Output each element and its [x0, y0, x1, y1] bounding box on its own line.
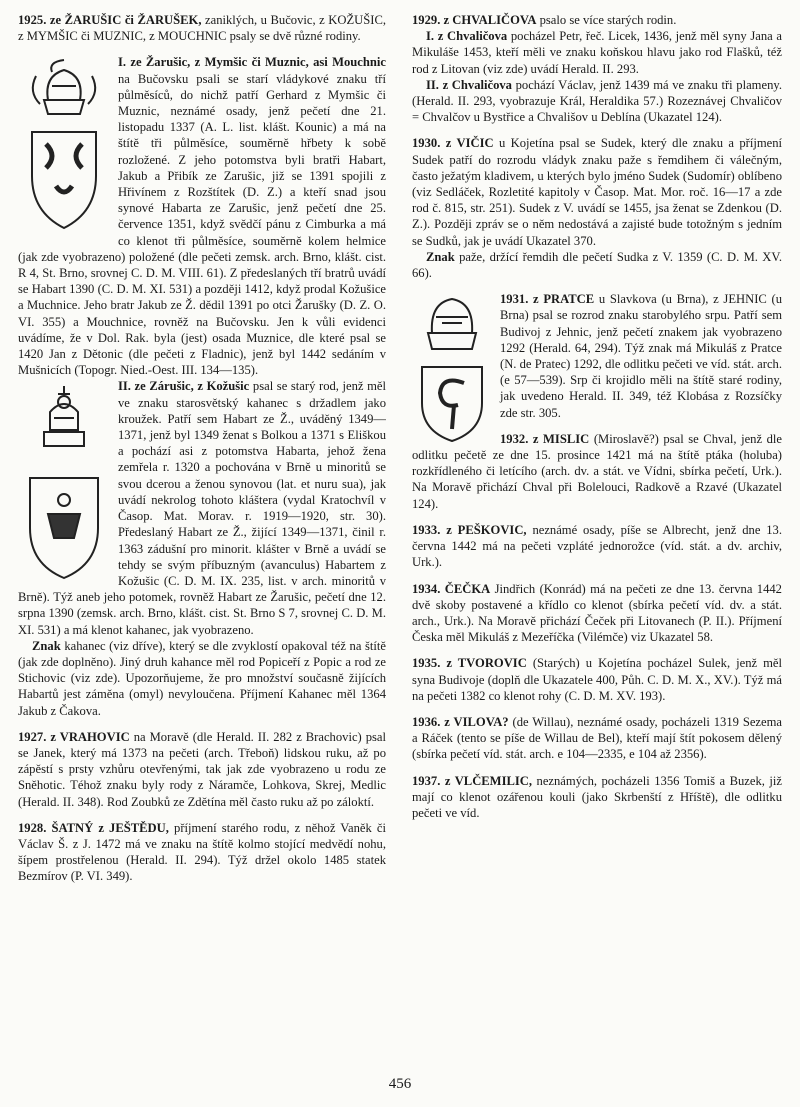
subentry-heading: Znak — [32, 638, 61, 653]
entry-heading: z PEŠKOVIC, — [446, 522, 527, 537]
entry-text: neznámé osady, píše se Albrecht, jenž dne 13. června 1442 má na pečeti vzpláté jednorožce (víd. stát. a dv. archiv, Urk.). — [412, 522, 782, 570]
entry-heading: z TVOROVIC — [446, 656, 527, 671]
entry-1935 — [412, 655, 782, 704]
entry-text: příjmení starého rodu, z něhož Vaněk či Václav Š. z J. 1472 má ve znaku na štítě kolmo stojící medvědí nohu, šípem prostřelenou (Herald. II. 294). Týž držel okolo 1485 statek Bezmírov (P. VI. 349). — [18, 820, 386, 884]
entry-number: 1933. — [412, 522, 441, 537]
entry-text: pocházel Petr, řeč. Licek, 1436, jenž měl syny Jana a Mikuláše 1453, kteří měli ve znaku koňskou hlavu jako rod Flašků, též rod z Litovan (viz zde) uvádí Herald. II. 293. — [412, 29, 782, 76]
entry-number: 1928. — [18, 820, 47, 835]
entry-1925-part-2 — [18, 378, 386, 718]
subentry-heading: II. z Chvaličova — [426, 77, 512, 92]
entry-heading: z VILOVA? — [444, 714, 509, 729]
entry-1936 — [412, 714, 782, 763]
entry-1933 — [412, 522, 782, 571]
entry-heading: z CHVALIČOVA — [443, 13, 537, 27]
page-number: 456 — [388, 1076, 412, 1092]
right-column — [412, 12, 782, 1072]
entry-text: na Bučovsku psali se starí vládykové znaku tří půlměsíců, do nichž patří Gerhard z Mymšic či Muznic, neznámé osady, jenž pečetí dne 21. listopadu 1337 (A. L. list. klášt. Kounic) a má na štítě tři půlměsíce, souměrně hřbety k sobě rozložené. Z jeho potomstva byli bratři Habart, Jakub a Přibík ze Zarušic, již se 1391 spojili z Hřivínem z Rozštítek (D. Z.) a kteří snad jsou synové Habarta ze Zarušic, jenž pečetí dne 25. července 1351, když svědčí pánu z Cimburka a má co klenot tři půlměsíce, souměrně kolem helmice (jak zde vyobrazeno) položené (dle pečeti zemsk. arch. Brno, klášt. cist. R 4, St. Brno, srovnej C. D. M. VIII. 61). Z předeslaných tří bratrů uvádí se Habart 1390 (C. D. M. XI. 531) a později 1412, když prodal Kožušice a Muchnice. Jeho bratr Jakub ze Ž. dědil 1391 po otci Žarušky (D. Z. O. VI. 355) a Mouchnice, rovněž na Bučovsku. Jen k vůli evidenci uvádíme, že v Dol. Rak. byla (jest) osada Muznice, dle které psal se 1420 Jan z Dětonic (dle pečeti z Fladnic), jenž byl 1442 sedáním v Mušnicích (Topogr. Nied.-Oest. III. 134—135). — [18, 71, 386, 378]
entry-text: neznámých, pocházeli 1356 Tomiš a Buzek, již mají co klenot ozářenou kouli (jako Skrbenští z Hříště), dle odlitku pečeti ve víd. — [412, 773, 782, 820]
entry-number: 1931. — [500, 292, 529, 307]
entry-1928 — [18, 820, 386, 885]
entry-1927 — [18, 729, 386, 810]
entry-1929 — [412, 12, 782, 125]
entry-number: 1932. — [500, 431, 529, 446]
entry-text: u Kojetína psal se Sudek, který dle znaku a příjmení Sudek patří do rozrodu vládyk znaku paže s řemdihem či válečným, často ježatým kladivem, u kterých bylo jméno Sudek (Sudomír) oblíbeno (viz Sedláček, Rozletité kapitoly v Časop. Mat. Mor. roč. 16—17 a zde rod č. 815, str. 251). Sudek z V. uvádí se 1455, jsa ženat se Zdenkou (D. Z.). Později zpráv se o něm nedostává a zajisté bude totožným s jedním se Sudků, jak je uvádí Ukazatel 370. — [412, 136, 782, 248]
entry-heading: ČEČKA — [444, 581, 491, 596]
coat-of-arms-crescents-illustration — [18, 56, 110, 232]
entry-number: 1934. — [412, 581, 441, 596]
subentry-heading: Znak — [426, 249, 455, 264]
entry-text: pochází Václav, jenž 1439 má ve znaku tři plameny. (Herald. II. 293, vyobrazuje Král, Heraldika 57.) Rozeznávej Chvaličov = Chvalčov u Bystřice a Chvališov u Deblína (Ukazatel 124). — [412, 77, 782, 125]
entry-1937 — [412, 773, 782, 822]
entry-number: 1936. — [412, 714, 441, 729]
coat-of-arms-sickle-illustration — [412, 293, 492, 443]
entry-number: 1935. — [412, 656, 441, 671]
entry-text: u Slavkova (u Brna), z JEHNIC (u Brna) psal se rozrod znaku starobylého srpu. Patří sem Budivoj z Jehnic, jenž pečetí znakem jak vyobrazeno 1292 (Herald. 64, 294). Týž znak má Mikuláš z Pratce (N. de Pratec) 1292, dle odlitku pečeti ve víd. stát. arch. (e 57—539). Srp či krojidlo měli na štítě staré rodiny, jak uvedeno Herald. II. 349, též Klobása z Rozsíčky zde str. 305. — [500, 292, 782, 420]
entry-text: na Moravě (dle Herald. II. 282 z Brachovic) psal se Janek, který má 1373 na pečeti (arch. Třeboň) lidskou ruku, až po zápěstí s prsty vzhůru otevřenými, tak jak zde vyobrazeno u rodu ze Sněhotic. Téhož znaku byly rody z Náramče, Lohkova, Skrej, Medlic (Herald. II. 348). Rod Zoubků ze Zdětína měl často ruku až po záloktí. — [18, 729, 386, 809]
subentry-heading: II. ze Zárušic, z Kožušic — [118, 379, 250, 394]
entry-text: paže, držící řemdih dle pečetí Sudka z V. 1359 (C. D. M. XV. 66). — [412, 249, 782, 281]
entry-heading: z MISLIC — [532, 431, 590, 446]
entry-text: (Miroslavě?) psal se Chval, jenž dle odlitku pečetě ze dne 15. prosince 1421 má na štítě ptáka (holuba) rozkřídleného či letícího (arch. dv. a stát. ve Vídni, sbírka pečetí, Urk.). Na Moravě přichází Chval při Bolelouci, Radkově a Rzavé (Ukazatel 124). — [412, 431, 782, 511]
entry-text: psalo se více starých rodin. — [539, 13, 677, 27]
subentry-heading: I. z Chvaličova — [426, 29, 508, 44]
entry-text: psal se starý rod, jenž měl ve znaku starosvětský kahanec s držadlem jako kroužek. Patří sem Habart ze Ž., uváděný 1349—1371, jenž byl 1349 ženat s Bolkou a 1371 s Eliškou a pochází asi z potomstva Habarta, jehož žena zemřela r. 1320 a pochována v Brně u minoritů se svou dcerou a ženou synovou (lat. et nuru sua), jak uvádí nekrolog tohoto kláštera (vydal Kratochvíl v Časop. Mat. Morav. r. 1919—1920, str. 30). Předeslaný Habart ze Ž., žijící 1349—1371, činil r. 1363 zádušní pro minorit. klášter v Brně a uvádí se tehdy se svým příbuzným (avanculus) Habartem z Kožušic (C. D. M. IX. 235, list. v arch. minoritů v Brně). Týž aneb jeho potomek, rovněž Habart ze Žarušic, pečetí dne 12. srpna 1390 (zemsk. arch. Brno, klášt. cist. St. Brno S 7, srovnej C. D. M. XI. 531) a má klenot kahanec, jak vyobrazeno. — [18, 379, 386, 637]
left-column — [18, 12, 386, 1072]
entry-number: 1927. — [18, 729, 47, 744]
entry-heading: z VIČIC — [445, 136, 494, 151]
entry-text: zaniklých, u Bučovic, z KOŽUŠIC, z MYMŠIC či MUZNIC, z MOUCHNIC psaly se dvě různé rodiny. — [18, 13, 386, 44]
entry-text: Jindřich (Konrád) má na pečeti ze dne 13. června 1442 dvě skoby postavené a křídlo co klenot (sbírka pečetí víd. dv. a stát. arch., Urk.). Na Moravě přichází Čeček při Litovanech (P. II.). Příjmení Česka měl Mikuláš z Mezeříčka (Vilémče) viz Ukazatel 58. — [412, 581, 782, 645]
entry-heading: ze ŽARUŠIC či ŽARUŠEK, — [49, 13, 202, 27]
entry-text: (de Willau), neznámé osady, pocházeli 1319 Sezema a Ráček (tento se píše de Willau de Bel), kteří mají štít pokosem dělený (sbírka pečetí víd. stát. arch. e 104—2335, e 104 až 2356). — [412, 714, 782, 762]
entry-1930 — [412, 135, 782, 281]
entry-1925-part-1 — [18, 54, 386, 378]
entry-number: 1929. — [412, 13, 441, 27]
entry-number: 1930. — [412, 136, 441, 151]
page — [18, 12, 784, 1072]
entry-heading: z VRAHOVIC — [50, 729, 130, 744]
entry-text: (Starých) u Kojetína pocházel Sulek, jenž měl syna Budivoje (doplň dle Ukazatele 400, Půh. C. D. M. X., XV.). Týž má na pečeti 1382 co klenot rohy (C. D. M. XV. 193). — [412, 656, 782, 703]
entry-number: 1937. — [412, 773, 441, 788]
subentry-heading: I. ze Žarušic, z Mymšic či Muznic, asi Mouchnic — [118, 55, 386, 70]
entry-1925 — [18, 12, 386, 44]
entry-1931 — [412, 291, 782, 421]
coat-of-arms-lamp-illustration — [18, 382, 110, 582]
entry-heading: z VLČEMILIC, — [444, 773, 533, 788]
entry-heading: z PRATCE — [533, 292, 595, 307]
entry-number: 1925. — [18, 13, 47, 27]
entry-1934 — [412, 581, 782, 646]
entry-heading: ŠATNÝ z JEŠTĚDU, — [51, 820, 169, 835]
entry-text: kahanec (viz dříve), který se dle zvyklostí opakoval též na štítě (jak zde doplněno). Jiný druh kahance měl rod Popiceří z Popic a rod ze Stichovic (viz zde). Upozorňujeme, že pro množství současně žijících Habartů jest záměna (omyl) nevyloučena. Příjmení Kahanec měl 1364 Jakub z Čakova. — [18, 638, 386, 718]
